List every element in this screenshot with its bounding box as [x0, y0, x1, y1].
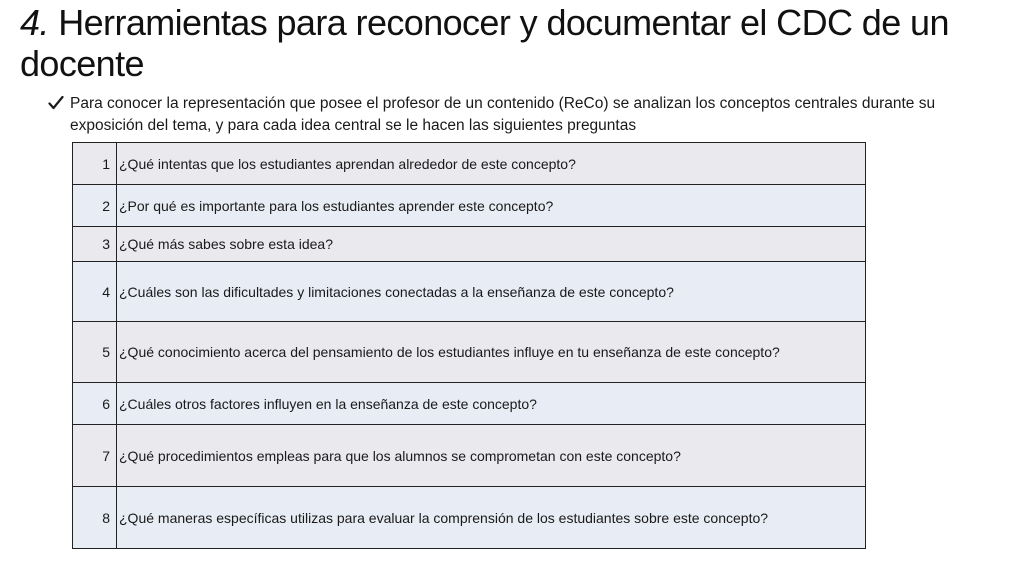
question-number: 4 — [73, 262, 117, 322]
table-row — [73, 262, 866, 322]
question-text: ¿Qué procedimientos empleas para que los alumnos se comprometan con este concepto? — [117, 425, 866, 487]
question-text: ¿Qué maneras específicas utilizas para evaluar la comprensión de los estudiantes sobre este concepto? — [117, 487, 866, 549]
title-number: 4. — [20, 2, 49, 43]
question-number: 3 — [73, 227, 117, 262]
table-row — [73, 227, 866, 262]
question-text: ¿Qué conocimiento acerca del pensamiento de los estudiantes influye en tu enseñanza de este concepto? — [117, 322, 866, 383]
table-row — [73, 425, 866, 487]
question-text: ¿Qué más sabes sobre esta idea? — [117, 227, 866, 262]
table-row — [73, 487, 866, 549]
table-row — [73, 185, 866, 227]
questions-table — [72, 142, 866, 549]
question-number: 7 — [73, 425, 117, 487]
question-number: 8 — [73, 487, 117, 549]
bullet-paragraph — [48, 93, 978, 137]
table-row — [73, 322, 866, 383]
question-text: ¿Por qué es importante para los estudiantes aprender este concepto? — [117, 185, 866, 227]
question-number: 1 — [73, 143, 117, 185]
slide-title — [20, 2, 980, 84]
question-text: ¿Qué intentas que los estudiantes aprendan alrededor de este concepto? — [117, 143, 866, 185]
title-text: Herramientas para reconocer y documentar el CDC de un docente — [20, 2, 949, 84]
question-number: 6 — [73, 383, 117, 425]
question-text: ¿Cuáles otros factores influyen en la enseñanza de este concepto? — [117, 383, 866, 425]
checkmark-icon — [48, 93, 66, 115]
question-text: ¿Cuáles son las dificultades y limitaciones conectadas a la enseñanza de este concepto? — [117, 262, 866, 322]
bullet-text: Para conocer la representación que posee el profesor de un contenido (ReCo) se analizan los conceptos centrales durante su exposición del tema, y para cada idea central se le hacen las siguientes preguntas — [70, 95, 936, 134]
table-row — [73, 143, 866, 185]
table-row — [73, 383, 866, 425]
question-number: 5 — [73, 322, 117, 383]
question-number: 2 — [73, 185, 117, 227]
